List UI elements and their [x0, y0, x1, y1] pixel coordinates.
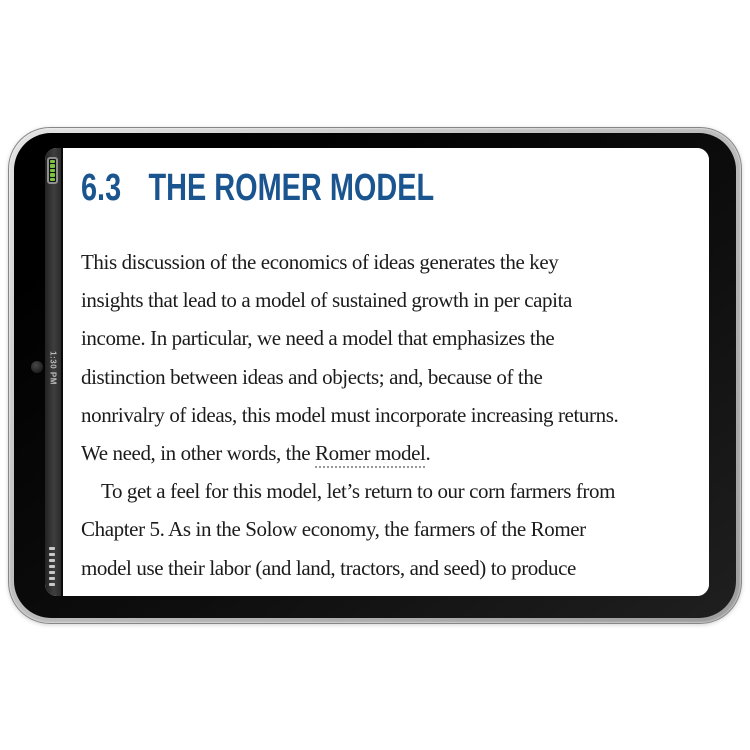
text-line: nonrivalry of ideas, this model must incorporate increasing returns. — [81, 402, 619, 427]
section-heading — [81, 169, 548, 207]
text-line: model use their labor (and land, tractors, and seed) to produce — [81, 555, 576, 580]
tablet-bezel — [14, 133, 736, 618]
tablet-device — [8, 127, 742, 624]
text-line: Chapter 5. As in the Solow economy, the farmers of the Romer — [81, 517, 586, 542]
clock-time: 1:30 PM — [48, 351, 58, 385]
connector-pins-icon — [49, 547, 55, 586]
battery-segment — [50, 178, 55, 181]
battery-segment — [50, 173, 55, 176]
text-line: To get a feel for this model, let’s return to our corn farmers from — [101, 479, 616, 504]
body-text — [81, 243, 695, 587]
battery-segment — [50, 164, 55, 167]
text-line: We need, in other words, the Romer model. — [81, 434, 695, 472]
camera-icon — [31, 361, 43, 373]
glossary-term-romer-model[interactable]: Romer model — [315, 441, 426, 468]
ebook-page[interactable] — [63, 148, 709, 596]
battery-segment — [50, 160, 55, 163]
section-number: 6.3 — [81, 167, 122, 209]
text-line: income. In particular, we need a model that emphasizes the — [81, 326, 555, 351]
battery-segment — [50, 169, 55, 172]
tablet-display — [45, 148, 709, 596]
text-line: This discussion of the economics of ideas generates the key — [81, 250, 559, 274]
section-title: THE ROMER MODEL — [148, 167, 435, 209]
text-line: insights that lead to a model of sustained growth in per capita — [81, 288, 572, 313]
status-bar — [45, 148, 63, 596]
text-line: distinction between ideas and objects; and, because of the — [81, 364, 543, 389]
battery-icon — [47, 157, 58, 184]
page-content — [63, 148, 709, 587]
